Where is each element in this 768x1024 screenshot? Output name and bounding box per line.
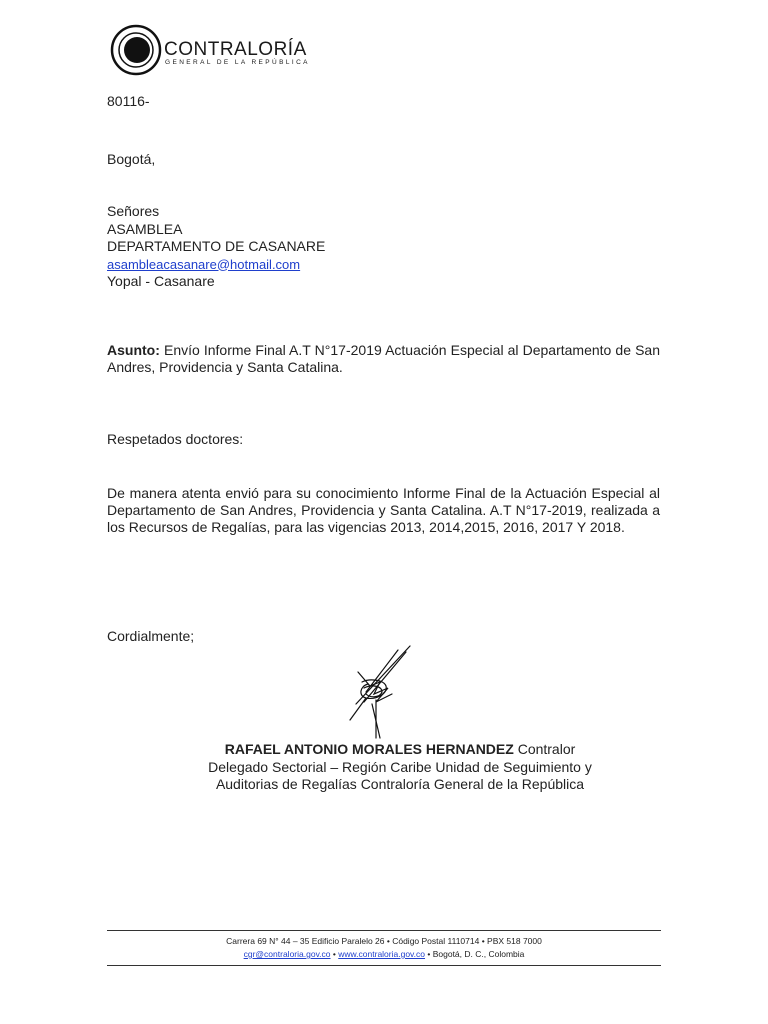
signer-title-2: Delegado Sectorial – Región Caribe Unidad de Seguimiento y	[208, 758, 592, 775]
subject-line	[107, 342, 660, 376]
recipient-department: DEPARTAMENTO DE CASANARE	[107, 238, 326, 254]
closing: Cordialmente;	[107, 628, 195, 644]
greeting: Respetados doctores:	[107, 431, 244, 447]
signature-image	[336, 642, 426, 740]
subject-label: Asunto:	[107, 342, 160, 358]
signer-title-3: Auditorias de Regalías Contraloría General de la República	[215, 776, 585, 792]
footer	[107, 935, 661, 961]
recipient-block	[107, 203, 325, 291]
subject-text: Envío Informe Final A.T N°17-2019 Actuación Especial al Departamento de San Andres, Providencia y Santa Catalina.	[107, 342, 660, 375]
body-paragraph: De manera atenta envió para su conocimiento Informe Final de la Actuación Especial al Departamento de San Andres, Providencia y Santa Catalina. A.T N°17-2019, realizada a los Recursos de Regalías, para las vigencias 2013, 2014,2015, 2016, 2017 Y 2018.	[107, 485, 660, 535]
logo-subtitle: GENERAL DE LA REPÚBLICA	[165, 59, 310, 66]
contraloria-logo	[110, 24, 310, 80]
footer-bottom-rule	[107, 965, 661, 966]
logo-wordmark: CONTRALORÍA	[164, 39, 307, 60]
contraloria-emblem-icon	[110, 24, 162, 76]
footer-address: Carrera 69 N° 44 – 35 Edificio Paralelo 26 • Código Postal 1110714 • PBX 518 7000	[226, 936, 542, 946]
footer-website-link[interactable]: www.contraloria.gov.co	[338, 949, 426, 959]
footer-top-rule	[107, 930, 661, 931]
footer-city: • Bogotá, D. C., Colombia	[425, 949, 525, 959]
signer-title-1: Contralor	[513, 741, 576, 757]
footer-email-link[interactable]: cgr@contraloria.gov.co	[243, 949, 331, 959]
recipient-email-link[interactable]: asambleacasanare@hotmail.com	[107, 256, 301, 272]
footer-separator: •	[330, 949, 339, 959]
recipient-entity: ASAMBLEA	[107, 220, 183, 237]
signer-name: RAFAEL ANTONIO MORALES HERNANDEZ	[224, 741, 514, 757]
recipient-salutation: Señores	[107, 203, 160, 219]
reference-number: 80116-	[107, 93, 150, 109]
recipient-location: Yopal - Casanare	[107, 273, 215, 289]
letter-city: Bogotá,	[107, 151, 156, 167]
signer-block	[180, 741, 620, 794]
